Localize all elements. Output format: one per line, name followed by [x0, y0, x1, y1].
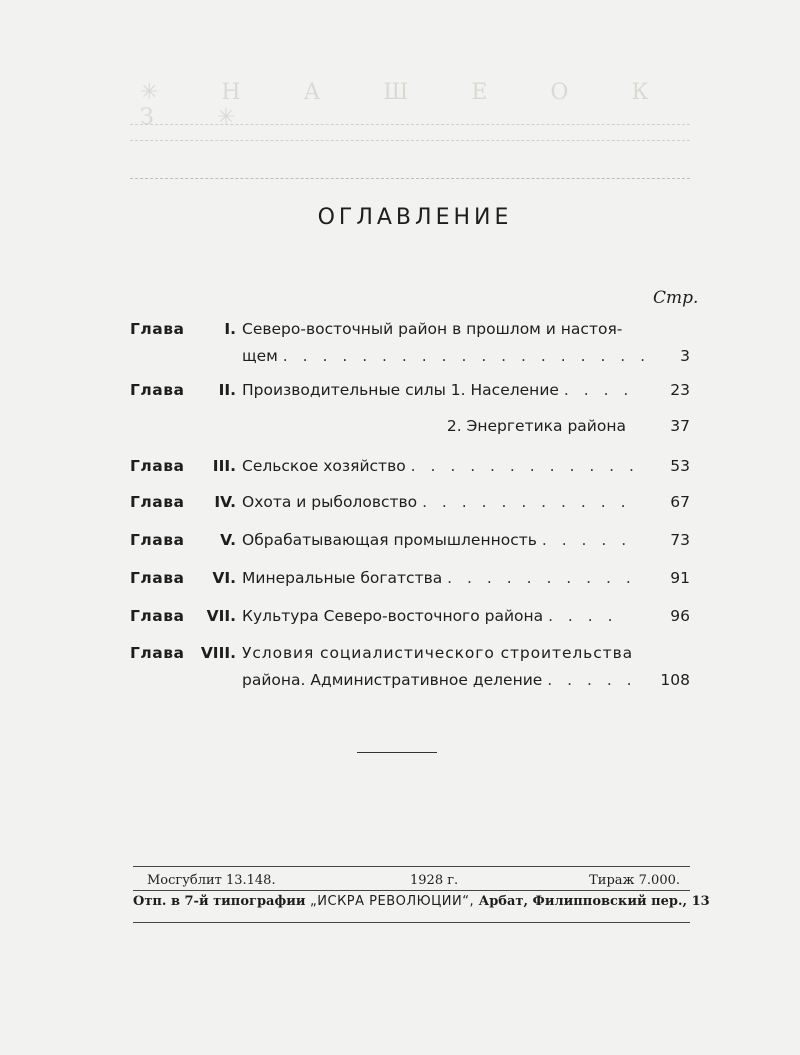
chapter-title: Условия социалистического строительства — [242, 644, 634, 662]
chapter-numeral: III. — [212, 457, 236, 475]
chapter-numeral: I. — [224, 320, 236, 338]
chapter-numeral: IV. — [214, 493, 236, 511]
chapter-title-continued: щем . . . . . . . . . . . . . . . . . . . — [242, 347, 651, 365]
chapter-numeral: V. — [220, 531, 236, 549]
print-run: Тираж 7.000. — [589, 873, 680, 888]
chapter-word: Глава — [130, 569, 185, 587]
page-number: 67 — [670, 493, 690, 511]
chapter-numeral: VI. — [212, 569, 236, 587]
printer-address: Арбат, Филипповский пер., 13 — [478, 894, 710, 909]
bleed-through-rule — [130, 178, 690, 180]
bleed-through-line — [130, 124, 690, 126]
chapter-word: Глава — [130, 531, 185, 549]
chapter-title: Производительные силы 1. Население . . . . — [242, 381, 634, 399]
imprint-rule-middle — [133, 890, 690, 891]
page-number: 23 — [670, 381, 690, 399]
page-number: 53 — [670, 457, 690, 475]
chapter-title: Культура Северо-восточного района . . . . — [242, 607, 618, 625]
page-number: 96 — [670, 607, 690, 625]
page-title: ОГЛАВЛЕНИЕ — [317, 205, 513, 230]
toc-entry — [130, 377, 690, 404]
publication-year: 1928 г. — [410, 873, 459, 888]
printer-line — [133, 894, 710, 909]
chapter-word: Глава — [130, 493, 185, 511]
toc-entry — [130, 565, 690, 592]
toc-entry — [130, 489, 690, 516]
toc-entry — [130, 316, 690, 370]
toc-entry — [130, 527, 690, 554]
chapter-word: Глава — [130, 644, 185, 662]
imprint-rule-bottom — [133, 922, 690, 923]
chapter-word: Глава — [130, 607, 185, 625]
separator-rule — [357, 752, 437, 753]
chapter-word: Глава — [130, 381, 185, 399]
chapter-word: Глава — [130, 320, 185, 338]
toc-entry — [130, 640, 690, 694]
chapter-numeral: II. — [218, 381, 236, 399]
chapter-title: Сельское хозяйство . . . . . . . . . . . . — [242, 457, 639, 475]
page-number: 3 — [680, 347, 690, 365]
chapter-title: Минеральные богатства . . . . . . . . . . — [242, 569, 636, 587]
printer-prefix: Отп. в 7-й типографии — [133, 894, 306, 909]
censor-number: Мосгублит 13.148. — [147, 873, 276, 888]
bleed-through-line — [130, 140, 690, 142]
subentry-title: 2. Энергетика района — [446, 417, 626, 435]
printer-name: „ИСКРА РЕВОЛЮЦИИ“, — [310, 894, 475, 909]
toc-entry — [130, 453, 690, 480]
toc-entry — [130, 603, 690, 630]
page-column-header: Стр. — [653, 288, 699, 308]
page-number: 108 — [660, 671, 690, 689]
chapter-title: Обрабатывающая промышленность . . . . . — [242, 531, 632, 549]
chapter-title: Охота и рыболовство . . . . . . . . . . . — [242, 493, 631, 511]
imprint-rule-top — [133, 866, 690, 867]
page-number: 91 — [670, 569, 690, 587]
bleed-through-header: ✳ Н А Ш Е О К З ✳ — [140, 80, 677, 130]
page-number: 37 — [670, 417, 690, 435]
page-number: 73 — [670, 531, 690, 549]
chapter-word: Глава — [130, 457, 185, 475]
toc-subentry — [130, 413, 690, 440]
chapter-numeral: VII. — [206, 607, 236, 625]
chapter-numeral: VIII. — [200, 644, 236, 662]
chapter-title: Северо-восточный район в прошлом и настоя- — [242, 320, 623, 338]
chapter-title-continued: района. Административное деление . . . . . — [242, 671, 637, 689]
